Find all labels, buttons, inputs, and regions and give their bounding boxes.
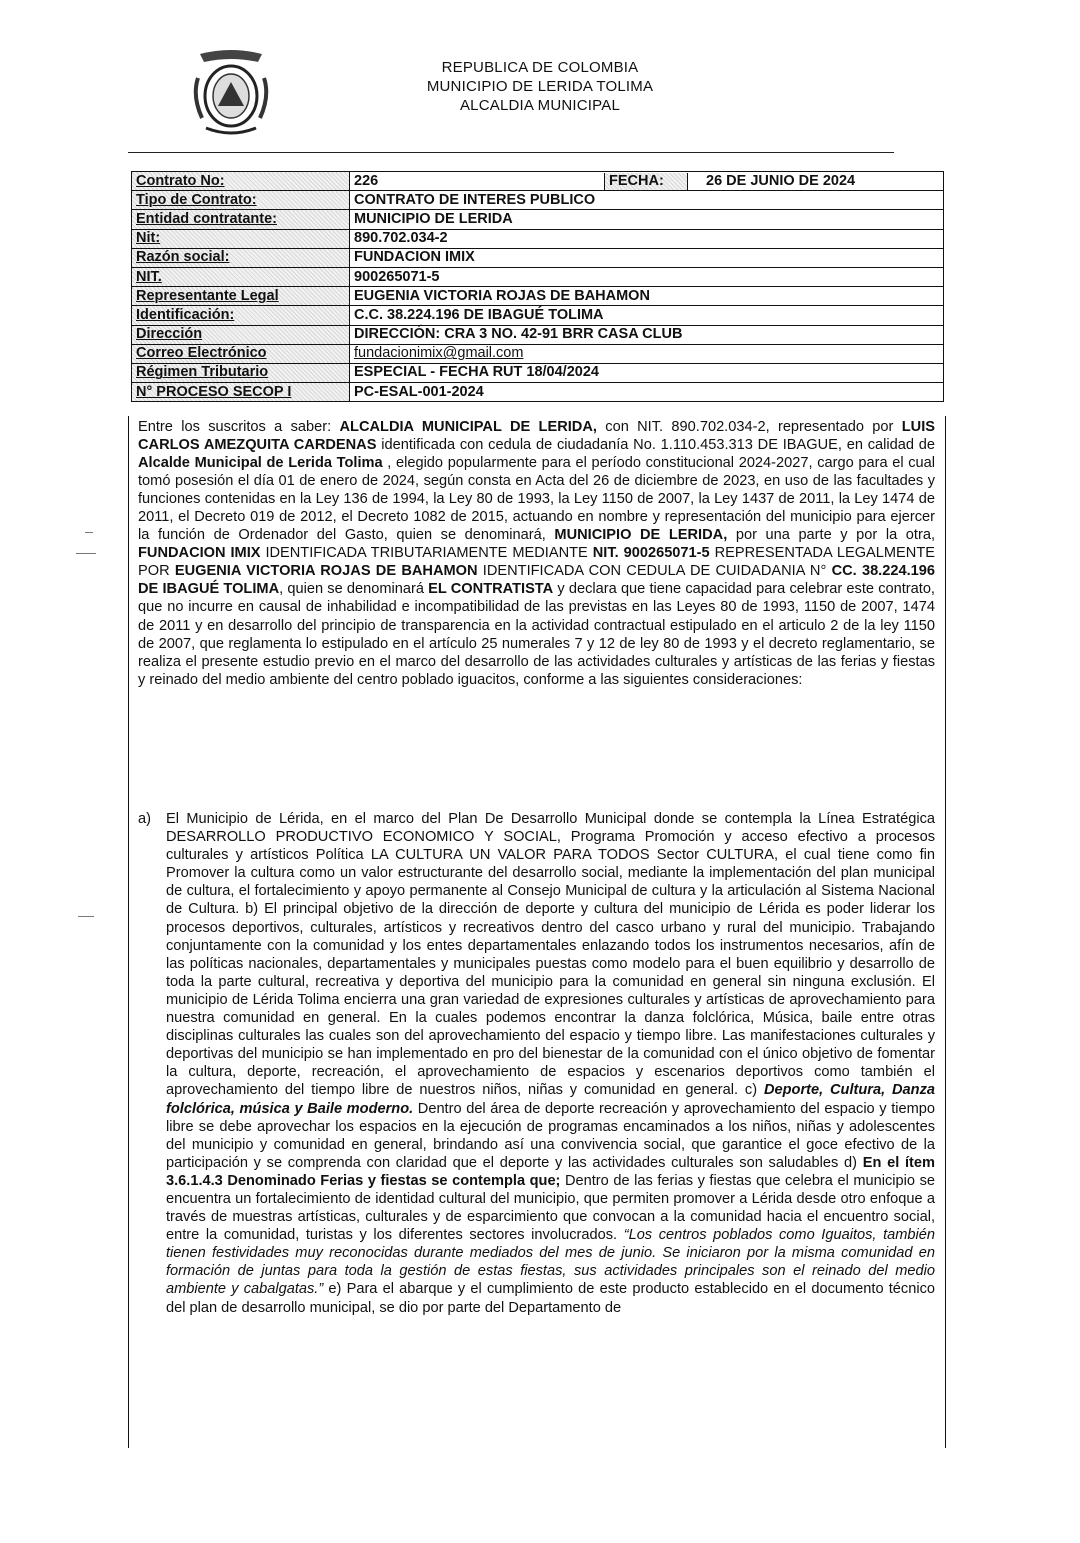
- intro-text: IDENTIFICADA CON CEDULA DE CUIDADANIA N°: [477, 563, 832, 580]
- email-label: Correo Electrónico: [132, 344, 350, 363]
- intro-text: con NIT. 890.702.034-2, representado por: [596, 419, 902, 435]
- secop-process-label: N° PROCESO SECOP I: [132, 383, 350, 402]
- item-text: e) Para el abarque y el cumplimiento de este producto establecido en el documento técnico del plan de desarrollo municipal, se dio por parte del Departamento de: [166, 1281, 935, 1316]
- letterhead-country: REPUBLICA DE COLOMBIA: [441, 59, 639, 76]
- intro-text: , quien se denominará: [279, 581, 429, 598]
- contract-summary-table: [131, 171, 944, 402]
- contract-number-value: [350, 172, 944, 191]
- table-row: [132, 267, 944, 286]
- intro-text: por una parte y por la otra,: [727, 527, 935, 544]
- item-heading: En el ítem 3.6.1.4.3 Denominado Ferias y fiestas se contempla que;: [166, 1154, 936, 1189]
- contract-number-label: Contrato No:: [132, 172, 350, 191]
- intro-mayor-title: Alcalde Municipal de Lerida Tolima: [138, 455, 383, 472]
- table-row: [132, 344, 944, 363]
- table-row: [132, 306, 944, 325]
- business-name-value: FUNDACION IMIX: [350, 248, 944, 267]
- table-row: [132, 229, 944, 248]
- entity-nit-value: 890.702.034-2: [350, 229, 944, 248]
- table-row: [132, 191, 944, 210]
- item-a-text: [166, 810, 935, 1317]
- intro-contractor: EL CONTRATISTA: [428, 581, 554, 598]
- margin-mark: [76, 553, 96, 554]
- intro-foundation-nit: NIT. 900265071-5: [592, 545, 710, 562]
- item-emphasis: Deporte, Cultura, Danza folclórica, música y Baile moderno.: [166, 1082, 935, 1117]
- intro-text: Entre los suscritos a saber:: [138, 419, 340, 435]
- table-row: [132, 325, 944, 344]
- business-name-label: Razón social:: [132, 248, 350, 267]
- address-value: DIRECCIÓN: CRA 3 NO. 42-91 BRR CASA CLUB: [350, 325, 944, 344]
- address-label: Dirección: [132, 325, 350, 344]
- margin-mark: [85, 532, 93, 533]
- intro-text: , elegido popularmente para el período constitucional 2024-2027, cargo para el cual tomó posesión el día 01 de enero de 2024, según consta en Acta del 26 de diciembre de 2023, en uso de las facultades y funciones contenidas en la Ley 136 de 1994, la Ley 80 de 1993, la Ley 1150 de 2007, la Ley 1437 de 2011, la Ley 1474 de 2011, el Decreto 019 de 2012, el Decreto 1082 de 2015, actuando en nombre y representación del municipio para ejercer la función de Ordenador del Gasto, quien se denominará,: [138, 455, 936, 544]
- intro-mayor-name: LUIS CARLOS AMEZQUITA CARDENAS: [138, 419, 935, 454]
- intro-text: REPRESENTADA LEGALMENTE POR: [138, 545, 935, 580]
- table-row: [132, 363, 944, 382]
- table-row: [132, 383, 944, 402]
- item-text: Dentro del área de deporte recreación y aprovechamiento del espacio y tiempo libre se debe aprovechar los espacios en la ejecución de programas encaminados a los niños, niñas y adolescentes del municipio y comunidad en general, brindando así una convivencia social, que garantice el goce efectivo de la participación y se comprenda con claridad que el deporte y las actividades culturales son saludables d): [166, 1100, 935, 1171]
- fecha-label: FECHA:: [604, 173, 688, 190]
- identification-value: C.C. 38.224.196 DE IBAGUÉ TOLIMA: [350, 306, 944, 325]
- intro-paragraph: [138, 418, 935, 689]
- table-row: [132, 172, 944, 191]
- intro-text: y declara que tiene capacidad para celebrar este contrato, que no incurre en causal de inhabilidad e incompatibilidad de las previstas en las Leyes 80 de 1993, 1150 de 2007, 1474 de 2011 y en desarrollo del principio de transparencia en la actividad contractual estipulado en el articulo 2 de la ley 1150 de 2007, que reglamenta lo estipulado en el artículo 25 numerales 7 y 12 de ley 80 de 1993 y el decreto reglamentario, se realiza el presente estudio previo en el marco del desarrollo de las actividades culturales y artísticas de las ferias y fiestas y reinado del medio ambiente del centro poblado iguacitos, conforme a las siguientes consideraciones:: [138, 581, 935, 688]
- item-text: Dentro de las ferias y fiestas que celebra el municipio se encuentra un fortalecimiento de identidad cultural del municipio, que permiten promover a Lérida desde otro enfoque a través de muestras artísticas, culturales y de esparcimiento que convocan a la comunidad hacia el encuentro social, entre la comunidad, turistas y los diferentes sectores involucrados.: [166, 1172, 935, 1244]
- intro-text: IDENTIFICADA TRIBUTARIAMENTE MEDIANTE: [260, 545, 593, 562]
- consideration-item-a: [138, 810, 935, 1317]
- contract-type-value: CONTRATO DE INTERES PUBLICO: [350, 191, 944, 210]
- entity-nit-label: Nit:: [132, 229, 350, 248]
- header-divider: [128, 152, 894, 153]
- intro-entity: ALCALDIA MUNICIPAL DE LERIDA,: [339, 419, 597, 435]
- contractor-nit-label: NIT.: [132, 267, 350, 286]
- contracting-entity-value: MUNICIPIO DE LERIDA: [350, 210, 944, 229]
- intro-legal-rep: EUGENIA VICTORIA ROJAS DE BAHAMON: [174, 563, 478, 580]
- intro-foundation: FUNDACION IMIX: [138, 545, 261, 562]
- item-text: El Municipio de Lérida, en el marco del Plan De Desarrollo Municipal donde se contempla la Línea Estratégica DESARROLLO PRODUCTIVO ECONOMICO Y SOCIAL, Programa Promoción y acceso efectivo a procesos culturales y artísticos Política LA CULTURA UN VALOR PARA TODOS Sector CULTURA, el cual tiene como fin Promover la cultura como un valor estructurante del desarrollo social, mediante la implementación del plan municipal de cultura, el fortalecimiento y apoyo permanente al Consejo Municipal de cultura y la articulación al Sistema Nacional de Cultura. b) El principal objetivo de la dirección de deporte y cultura del municipio de Lérida es poder liderar los procesos deportivos, culturales, artísticos y recreativos dentro del casco urbano y rural del municipio. Trabajando conjuntamente con la comunidad y los entes departamentales enlazando todos los instrumentos necesarios, afín de las políticas nacionales, departamentales y municipales puestas como modelo para el buen equilibrio y desarrollo de toda la parte cultural, recreativa y deportiva del municipio para la comunidad en general sin ninguna exclusión. El municipio de Lérida Tolima encierra una gran variedad de expresiones culturales y artísticas de aprovechamiento para nuestra comunidad en general. En la cuales podemos encontrar la danza folclórica, Música, baile entre otras disciplinas culturales las cuales son del aprovechamiento del espacio y tiempo libre. Las manifestaciones culturales y deportivas del municipio se han implementado en pro del bienestar de la comunidad con el único objetivo de fomentar la cultura, deporte, recreación, el aprovechamiento de espacios y escenarios deportivos como también el aprovechamiento del tiempo libre de nuestros niños, niñas y comunidad en general. c): [166, 811, 935, 1099]
- margin-mark: [78, 916, 94, 917]
- legal-rep-label: Representante Legal: [132, 287, 350, 306]
- municipal-seal-logo: [190, 48, 272, 138]
- table-row: [132, 248, 944, 267]
- contracting-entity-label: Entidad contratante:: [132, 210, 350, 229]
- table-row: [132, 287, 944, 306]
- legal-rep-value: EUGENIA VICTORIA ROJAS DE BAHAMON: [350, 287, 944, 306]
- contractor-nit-value: 900265071-5: [350, 267, 944, 286]
- letterhead: [410, 58, 670, 115]
- intro-legal-rep-id: CC. 38.224.196 DE IBAGUÉ TOLIMA: [138, 563, 935, 598]
- contract-type-label: Tipo de Contrato:: [132, 191, 350, 210]
- tax-regime-value: ESPECIAL - FECHA RUT 18/04/2024: [350, 363, 944, 382]
- secop-process-value: PC-ESAL-001-2024: [350, 383, 944, 402]
- item-marker: a): [138, 811, 151, 827]
- letterhead-office: ALCALDIA MUNICIPAL: [459, 97, 621, 114]
- email-value: fundacionimix@gmail.com: [350, 344, 944, 363]
- contract-number: 226: [354, 172, 379, 189]
- table-row: [132, 210, 944, 229]
- letterhead-municipality: MUNICIPIO DE LERIDA TOLIMA: [426, 78, 654, 95]
- fecha-value: 26 DE JUNIO DE 2024: [706, 172, 856, 189]
- item-quote: “Los centros poblados como Iguaitos, también tienen festividades muy reconocidas durante mediados del mes de junio. Se iniciaron por la misma comunidad en formación de juntas para toda la gestión de estas fiestas, sus actividades principales son el reinado del medio ambiente y cabalgatas.”: [166, 1227, 935, 1298]
- tax-regime-label: Régimen Tributario: [132, 363, 350, 382]
- identification-label: Identificación:: [132, 306, 350, 325]
- intro-text: identificada con cedula de ciudadanía No. 1.110.453.313 DE IBAGUE, en calidad de: [376, 437, 935, 454]
- intro-municipality: MUNICIPIO DE LERIDA,: [554, 527, 728, 544]
